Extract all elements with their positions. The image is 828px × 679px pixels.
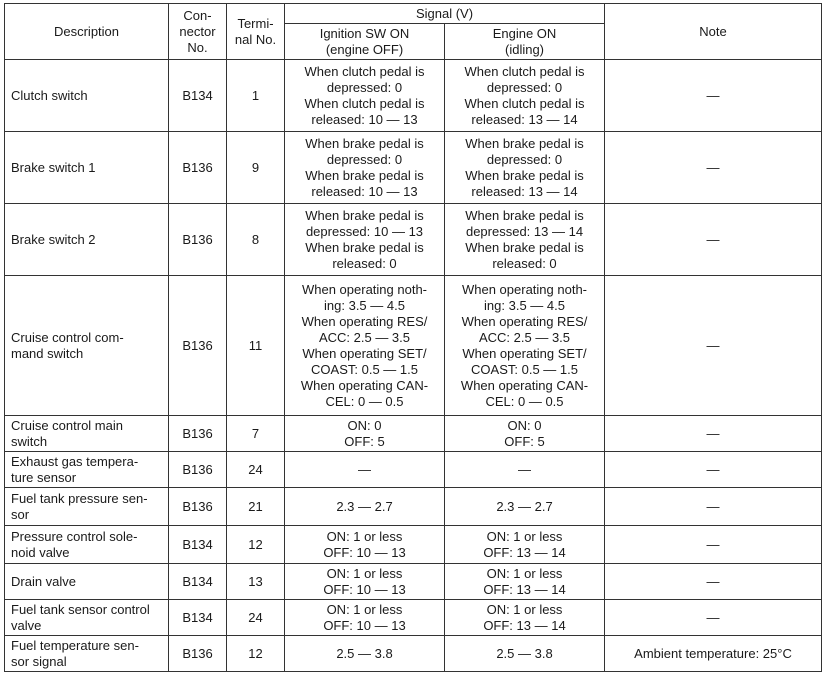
table-row — [5, 488, 822, 526]
engine-signal-cell: 2.3 — 2.7 — [445, 488, 605, 526]
connector-cell: B134 — [169, 600, 227, 636]
ignition-signal-cell: — — [285, 452, 445, 488]
table-row — [5, 452, 822, 488]
connector-cell: B136 — [169, 276, 227, 416]
table-row — [5, 526, 822, 564]
description-cell: Cruise control com- mand switch — [5, 276, 169, 416]
terminal-cell: 8 — [227, 204, 285, 276]
connector-cell: B136 — [169, 132, 227, 204]
terminal-cell: 12 — [227, 636, 285, 672]
engine-signal-cell: When clutch pedal is depressed: 0 When clutch pedal is released: 13 — 14 — [445, 60, 605, 132]
table-row — [5, 416, 822, 452]
terminal-cell: 11 — [227, 276, 285, 416]
note-cell: — — [605, 526, 822, 564]
note-cell: — — [605, 564, 822, 600]
ignition-signal-cell: 2.5 — 3.8 — [285, 636, 445, 672]
note-cell: — — [605, 488, 822, 526]
ignition-signal-cell: When clutch pedal is depressed: 0 When clutch pedal is released: 10 — 13 — [285, 60, 445, 132]
ignition-signal-cell: When brake pedal is depressed: 10 — 13 When brake pedal is released: 0 — [285, 204, 445, 276]
ignition-signal-cell: 2.3 — 2.7 — [285, 488, 445, 526]
connector-cell: B134 — [169, 526, 227, 564]
header-terminal: Termi- nal No. — [227, 4, 285, 60]
table-row — [5, 564, 822, 600]
ignition-signal-cell: When brake pedal is depressed: 0 When brake pedal is released: 10 — 13 — [285, 132, 445, 204]
description-cell: Clutch switch — [5, 60, 169, 132]
connector-cell: B134 — [169, 564, 227, 600]
note-cell: — — [605, 132, 822, 204]
table-body — [5, 60, 822, 672]
description-cell: Exhaust gas tempera- ture sensor — [5, 452, 169, 488]
description-cell: Pressure control sole- noid valve — [5, 526, 169, 564]
header-engine: Engine ON (idling) — [445, 24, 605, 60]
terminal-cell: 9 — [227, 132, 285, 204]
header-ignition: Ignition SW ON (engine OFF) — [285, 24, 445, 60]
note-cell: — — [605, 204, 822, 276]
ignition-signal-cell: ON: 0 OFF: 5 — [285, 416, 445, 452]
engine-signal-cell: ON: 1 or less OFF: 13 — 14 — [445, 600, 605, 636]
note-cell: — — [605, 416, 822, 452]
ignition-signal-cell: ON: 1 or less OFF: 10 — 13 — [285, 600, 445, 636]
ignition-signal-cell: When operating noth- ing: 3.5 — 4.5 When operating RES/ ACC: 2.5 — 3.5 When operating SET/ COAST: 0.5 — 1.5 When operating CAN- CEL: 0 — 0.5 — [285, 276, 445, 416]
ignition-signal-cell: ON: 1 or less OFF: 10 — 13 — [285, 526, 445, 564]
description-cell: Fuel temperature sen- sor signal — [5, 636, 169, 672]
engine-signal-cell: ON: 1 or less OFF: 13 — 14 — [445, 526, 605, 564]
connector-cell: B136 — [169, 204, 227, 276]
description-cell: Brake switch 2 — [5, 204, 169, 276]
header-signal: Signal (V) — [285, 4, 605, 24]
note-cell: — — [605, 452, 822, 488]
note-cell: Ambient temperature: 25°C — [605, 636, 822, 672]
note-cell: — — [605, 276, 822, 416]
table-row — [5, 600, 822, 636]
terminal-cell: 24 — [227, 600, 285, 636]
engine-signal-cell: When brake pedal is depressed: 0 When brake pedal is released: 13 — 14 — [445, 132, 605, 204]
connector-cell: B136 — [169, 416, 227, 452]
connector-cell: B136 — [169, 636, 227, 672]
engine-signal-cell: — — [445, 452, 605, 488]
terminal-cell: 13 — [227, 564, 285, 600]
engine-signal-cell: 2.5 — 3.8 — [445, 636, 605, 672]
terminal-cell: 1 — [227, 60, 285, 132]
signal-table — [4, 3, 822, 672]
description-cell: Brake switch 1 — [5, 132, 169, 204]
ignition-signal-cell: ON: 1 or less OFF: 10 — 13 — [285, 564, 445, 600]
description-cell: Fuel tank sensor control valve — [5, 600, 169, 636]
table-row — [5, 132, 822, 204]
terminal-cell: 24 — [227, 452, 285, 488]
header-note: Note — [605, 4, 822, 60]
table-row — [5, 636, 822, 672]
terminal-cell: 12 — [227, 526, 285, 564]
connector-cell: B134 — [169, 60, 227, 132]
terminal-cell: 21 — [227, 488, 285, 526]
description-cell: Drain valve — [5, 564, 169, 600]
engine-signal-cell: When brake pedal is depressed: 13 — 14 When brake pedal is released: 0 — [445, 204, 605, 276]
engine-signal-cell: ON: 1 or less OFF: 13 — 14 — [445, 564, 605, 600]
engine-signal-cell: When operating noth- ing: 3.5 — 4.5 When operating RES/ ACC: 2.5 — 3.5 When operating SET/ COAST: 0.5 — 1.5 When operating CAN- CEL: 0 — 0.5 — [445, 276, 605, 416]
table-row — [5, 204, 822, 276]
note-cell: — — [605, 60, 822, 132]
header-description: Description — [5, 4, 169, 60]
header-connector: Con- nector No. — [169, 4, 227, 60]
note-cell: — — [605, 600, 822, 636]
terminal-cell: 7 — [227, 416, 285, 452]
table-row — [5, 60, 822, 132]
engine-signal-cell: ON: 0 OFF: 5 — [445, 416, 605, 452]
table-row — [5, 276, 822, 416]
description-cell: Fuel tank pressure sen- sor — [5, 488, 169, 526]
connector-cell: B136 — [169, 452, 227, 488]
connector-cell: B136 — [169, 488, 227, 526]
description-cell: Cruise control main switch — [5, 416, 169, 452]
